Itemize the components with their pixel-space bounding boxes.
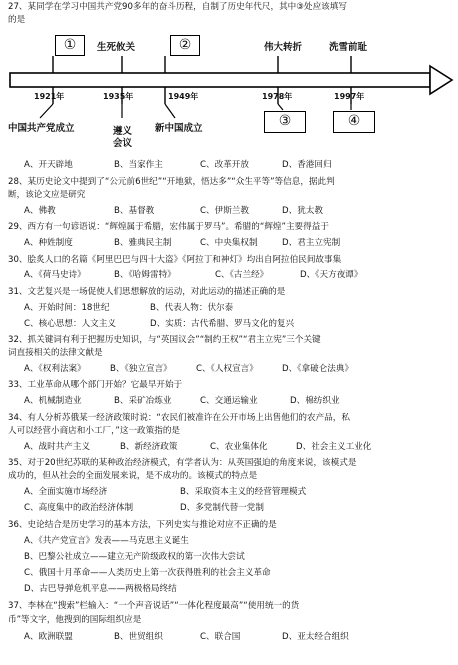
q30-option-b: B、《哈姆雷特》	[114, 270, 176, 280]
question-31-stem: 31、文艺复兴是一场促使人们思想解放的运动，对此运动的描述正确的是	[8, 287, 286, 297]
timeline-bottom-1921: 中国共产党成立	[8, 123, 75, 134]
q35-option-b: B、采取资本主义的经营管理模式	[180, 487, 307, 497]
timeline-label-1997: 洗雪前耻	[329, 42, 368, 53]
q34-option-c: C、农业集体化	[210, 442, 268, 452]
q30-option-c: C、《古兰经》	[215, 270, 269, 280]
timeline-year-1935: 1935年	[103, 92, 134, 101]
timeline-bottom-zunyi-2: 会议	[113, 138, 133, 149]
q30-option-a: A、《荷马史诗》	[24, 270, 86, 280]
q28-option-b: B、基督教	[114, 206, 155, 216]
question-35-stem-line2: 成功的，但从社会的全面发展来说，是不成功的。该模式的特点是	[8, 471, 258, 481]
timeline-box-3: ③	[264, 111, 306, 133]
q37-option-a: A、欧洲联盟	[24, 632, 73, 642]
q36-option-a: A、《共产党宣言》发表——马克思主义诞生	[24, 536, 189, 546]
q32-option-a: A、《权利法案》	[24, 364, 86, 374]
q31-option-d: D、实质：古代希腊、罗马文化的复兴	[150, 319, 295, 329]
q27-option-a: A、开天辟地	[24, 160, 73, 170]
q31-option-c: C、核心思想：人文主义	[24, 319, 116, 329]
question-27-stem-line1: 27、某同学在学习中国共产党90多年的奋斗历程，自制了历史年代尺，其中③处应该填写	[8, 2, 347, 12]
question-28-stem-line1: 28、某历史论文中提到了“公元前6世纪”“开地狱，悟达多”“众生平等”等信息，据此判	[8, 177, 335, 187]
q33-option-c: C、交通运输业	[200, 396, 258, 406]
timeline-bottom-zunyi-1: 遵义	[113, 126, 133, 137]
timeline-box-2: ②	[170, 35, 200, 56]
q33-option-d: D、棉纺织业	[290, 396, 340, 406]
question-34-stem-line1: 34、有人分析苏俄某一经济政策时说：“农民们被准许在公开市场上出售他们的农产品，私	[8, 413, 350, 423]
q37-option-c: C、联合国	[200, 632, 241, 642]
q35-option-d: D、多党制代替一党制	[180, 503, 264, 513]
question-37-stem-line1: 37、李林在“搜索”栏输入：“一个声音说话”“一体化程度最高”“使用统一的货	[8, 601, 300, 611]
question-36-stem: 36、史论结合是历史学习的基本方法，下列史实与推论对应不正确的是	[8, 520, 277, 530]
q33-option-b: B、采矿冶炼业	[114, 396, 172, 406]
timeline-year-1978: 1978年	[262, 92, 293, 101]
question-28-stem-line2: 断，该论文应是研究	[8, 190, 86, 200]
timeline-bottom-1949: 新中国成立	[155, 123, 203, 134]
timeline-box-4: ④	[333, 111, 375, 133]
question-37-stem-line2: 币”等文字，他搜到的国际组织应是	[8, 615, 142, 625]
q36-option-b: B、巴黎公社成立——建立无产阶级政权的第一次伟大尝试	[24, 552, 245, 562]
q28-option-c: C、伊斯兰教	[200, 206, 249, 216]
q32-option-d: D、《拿破仑法典》	[282, 364, 354, 374]
q32-option-c: C、《人权宣言》	[196, 364, 258, 374]
timeline-year-1949: 1949年	[168, 92, 199, 101]
q27-option-c: C、改革开放	[200, 160, 249, 170]
q37-option-d: D、亚太经合组织	[282, 632, 349, 642]
q33-option-a: A、机械制造业	[24, 396, 82, 406]
q27-option-b: B、当家作主	[114, 160, 163, 170]
q32-option-b: B、《独立宣言》	[110, 364, 172, 374]
q35-option-c: C、高度集中的政治经济体制	[24, 503, 134, 513]
question-34-stem-line2: 人可以经营小商店和小工厂，”这一政策指的是	[8, 426, 181, 436]
q36-option-c: C、俄国十月革命——人类历史上第一次获得胜利的社会主义革命	[24, 568, 271, 578]
question-35-stem-line1: 35、对于20世纪苏联的某种政治经济模式，有学者认为：从英国强迫的角度来说，该模式是	[8, 458, 357, 468]
q28-option-a: A、佛教	[24, 206, 56, 216]
timeline-label-1978: 伟大转折	[264, 42, 303, 53]
q34-option-b: B、新经济政策	[120, 442, 178, 452]
timeline-year-1997: 1997年	[334, 92, 365, 101]
question-29-stem: 29、西方有一句谚语说：“辉煌属于希腊，宏伟属于罗马”。希腊的“辉煌”主要得益于	[8, 222, 329, 232]
q27-option-d: D、香港回归	[282, 160, 332, 170]
question-33-stem: 33、工业革命从哪个部门开始？它最早开始于	[8, 380, 183, 390]
q29-option-a: A、种姓制度	[24, 238, 73, 248]
q31-option-b: B、代表人物：伏尔泰	[150, 303, 234, 313]
q29-option-c: C、中央集权制	[200, 238, 258, 248]
q35-option-a: A、全面实施市场经济	[24, 487, 108, 497]
q36-option-d: D、古巴导弹危机平息——两极格局终结	[24, 584, 177, 594]
question-32-stem-line2: 词直接相关的法律文献是	[8, 348, 103, 358]
timeline-label-1935: 生死攸关	[97, 42, 136, 53]
q28-option-d: D、犹太教	[282, 206, 323, 216]
q37-option-b: B、世贸组织	[114, 632, 163, 642]
q31-option-a: A、开始时间：18世纪	[24, 303, 110, 313]
q34-option-a: A、战时共产主义	[24, 442, 91, 452]
question-32-stem-line1: 32、抓关键词有利于把握历史知识，与“英国议会”“制约王权”“君主立宪”三个关键	[8, 335, 321, 345]
q30-option-d: D、《天方夜谭》	[300, 270, 363, 280]
question-27-stem-line2: 的是	[8, 15, 26, 25]
timeline-lines	[0, 0, 458, 165]
timeline-box-1: ①	[55, 35, 85, 56]
question-30-stem: 30、脍炙人口的名篇《阿里巴巴与四十大盗》《阿拉丁和神灯》均出自阿拉伯民间故事集	[8, 255, 342, 265]
q29-option-d: D、君主立宪制	[282, 238, 341, 248]
q34-option-d: D、社会主义工业化	[296, 442, 372, 452]
q29-option-b: B、雅典民主制	[114, 238, 172, 248]
timeline-year-1921: 1921年	[34, 92, 65, 101]
